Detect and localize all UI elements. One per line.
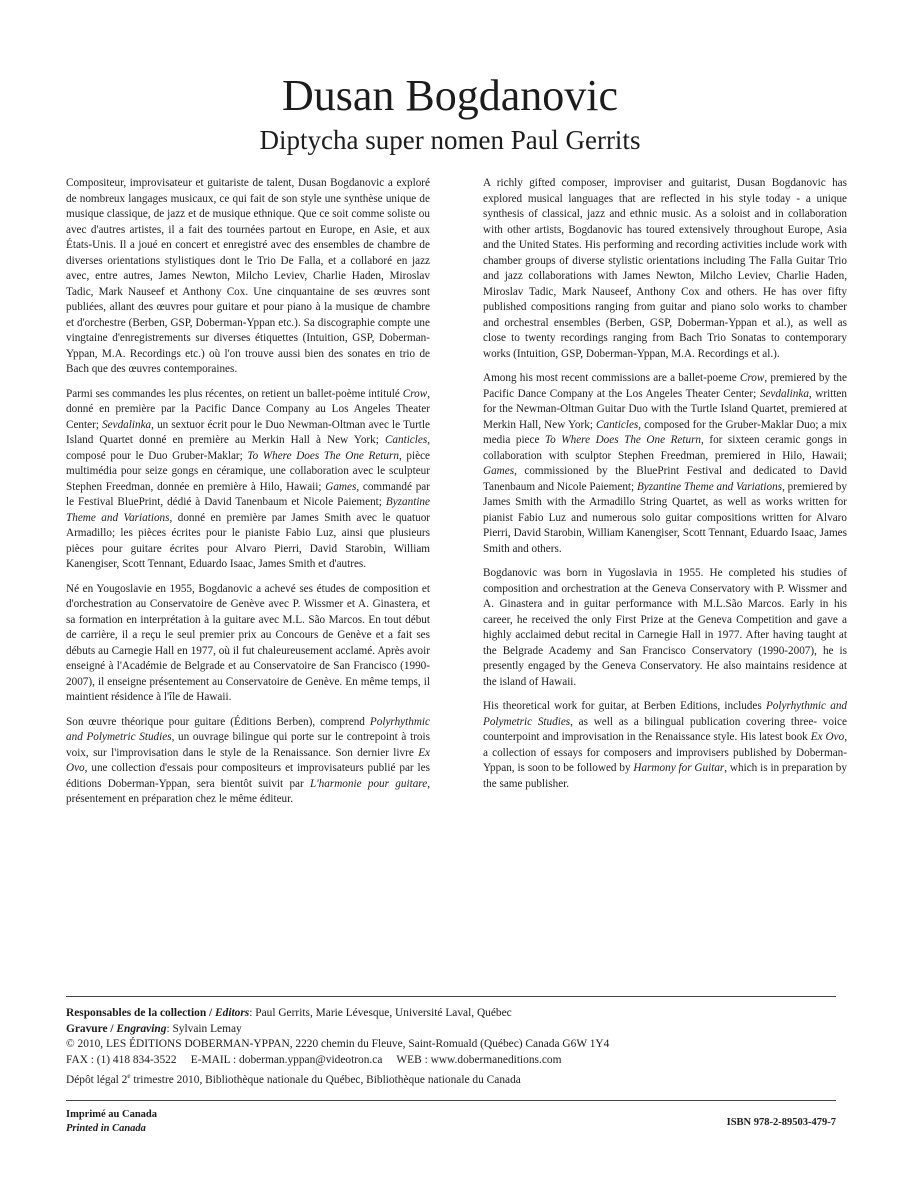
printed-in-french: Imprimé au Canada	[66, 1109, 158, 1120]
work-title: Diptycha super nomen Paul Gerrits	[259, 125, 641, 155]
contact-line: FAX : (1) 418 834-3522 E-MAIL : doberman.yppan@videotron.ca WEB : www.dobermaneditions.com	[66, 1054, 562, 1067]
credits-block	[66, 1006, 836, 1088]
biography-french	[66, 176, 430, 817]
credits-divider	[66, 996, 836, 997]
printed-in	[66, 1108, 157, 1136]
legal-deposit-line: Dépôt légal 2e trimestre 2010, Bibliothèque nationale du Québec, Bibliothèque nationale du Canada	[66, 1071, 521, 1086]
bio-fr-paragraph-1: Compositeur, improvisateur et guitariste de talent, Dusan Bogdanovic a exploré de nombreux langages musicaux, ce qui fait de son style une synthèse unique de musique classique, de jazz et de musique ethnique. Que ce soit comme soliste ou avec d'autres artistes, il a fait des tournées partout en Europe, en Asie, et aux États-Unis. Il a joué en concert et enregistré avec des ensembles de chambre de diverses orientations stylistiques dont le Trio De Falla, et a collaboré en jazz avec, entre autres, James Newton, Milcho Leviev, Charlie Haden, Miroslav Tadic, Mark Nauseef et Anthony Cox. Une cinquantaine de ses œuvres sont publiées, allant des œuvres pour guitare et pour piano à la musique de chambre et d'orchestre (Berben, GSP, Doberman-Yppan etc.). Sa discographie compte une vingtaine d'enregistrements sur diverses étiquettes (Intuition, GSP, Doberman-Yppan, M.A. Recordings etc.) où l'on trouve aussi bien des sonates en trio de Bach que des œuvres contemporaines.	[66, 177, 430, 375]
bio-en-paragraph-4: His theoretical work for guitar, at Berben Editions, includes Polyrhythmic and Polymetric Studies, as well as a bilingual publication covering three- voice counterpoint and improvisation in the Renaissance style. His latest book Ex Ovo, a collection of essays for composers and improvisers published by Doberman-Yppan, is soon to be followed by Harmony for Guitar, which is in preparation by the same publisher.	[483, 700, 848, 790]
footer-divider	[66, 1100, 836, 1101]
bio-fr-paragraph-4: Son œuvre théorique pour guitare (Éditions Berben), comprend Polyrhythmic and Polymetric Studies, un ouvrage bilingue qui porte sur le contrepoint à trois voix, sur l'improvisation dans le style de la Renaissance. Son dernier livre Ex Ovo, une collection d'essais pour compositeurs et improvisateurs publié par les éditions Doberman-Yppan, sera bientôt suivit par L'harmonie pour guitare, présentement en préparation chez le même éditeur.	[66, 715, 430, 805]
bio-en-paragraph-3: Bogdanovic was born in Yugoslavia in 1955. He completed his studies of composition and orchestration at the Geneva Conservatory with P. Wissmer and A. Ginastera and in guitar performance with M.L.São Marcos. Early in his career, he received the only First Prize at the Geneva Competition and gave a highly acclaimed debut recital in Carnegie Hall in 1977. After having taught at the Belgrade Academy and San Francisco Conservatory (1990-2007), he is presently engaged by the Geneva Conservatory. He also maintains residence at the island of Hawaii.	[483, 567, 847, 688]
copyright-line: © 2010, LES ÉDITIONS DOBERMAN-YPPAN, 2220 chemin du Fleuve, Saint-Romuald (Québec) Canada G6W 1Y4	[66, 1038, 610, 1051]
bio-en-paragraph-2: Among his most recent commissions are a ballet-poeme Crow, premiered by the Pacific Dance Company at the Los Angeles Theater Center; Sevdalinka, written for the Newman-Oltman Guitar Duo with the Turtle Island Quartet, premiered at Merkin Hall, New York; Canticles, composed for the Gruber-Maklar Duo; a mix media piece To Where Does The One Return, for sixteen ceramic gongs in collaboration with sculptor Stephen Freedman, premiered in Hilo, Hawaii; Games, commissioned by the BluePrint Festival and dedicated to David Tanenbaum and Nicole Paiement; Byzantine Theme and Variations, premiered by James Smith with the Armadillo String Quartet, as well as works written for pianist Fabio Luz and numerous solo guitar compositions written for Alvaro Pierri, David Starobin, William Kanengiser, Scott Tennant, Eduardo Isaac, James Smith and others.	[483, 372, 848, 555]
engraving-line: Gravure / Engraving: Sylvain Lemay	[66, 1022, 242, 1035]
bio-fr-paragraph-2: Parmi ses commandes les plus récentes, on retient un ballet-poème intitulé Crow, donné en première par la Pacific Dance Company au Los Angeles Theater Center; Sevdalinka, un sextuor écrit pour le Duo Newman-Oltman avec le Turtle Island Quartet donné en première au Merkin Hall à New York; Canticles, composé pour le Duo Gruber-Maklar; To Where Does The One Return, pièce multimédia pour seize gongs en céramique, une collaboration avec le sculpteur Stephen Freedman, donnée en première à Hilo, Hawaii; Games, commandé par le Festival BluePrint, dédié à David Tanenbaum et Nicole Paiement; Byzantine Theme and Variations, donné en première par James Smith avec le quatuor Armadillo; les pièces écrites pour le pianiste Fabio Luz, ainsi que plusieurs pièces pour guitare écrites pour Alvaro Pierri, David Starobin, William Kanengiser, Scott Tennant, Eduardo Isaac, James Smith et d'autres.	[66, 387, 431, 570]
composer-name: Dusan Bogdanovic	[281, 71, 619, 120]
editors-line: Responsables de la collection / Editors: Paul Gerrits, Marie Lévesque, Université Laval, Québec	[66, 1007, 512, 1019]
isbn: ISBN 978-2-89503-479-7	[726, 1117, 836, 1128]
biography-english	[483, 176, 847, 801]
bio-fr-paragraph-3: Né en Yougoslavie en 1955, Bogdanovic a achevé ses études de composition et d'orchestration au Conservatoire de Genève avec P. Wissmer et A. Ginastera, et sa formation en interprétation à la guitare avec M.L. São Marcos. En tout début de carrière, il a reçu le seul premier prix au Concours de Genève et a fait ses débuts au Carnegie Hall en 1977, où il fut chaleureusement acclamé. Après avoir enseigné à l'Académie de Belgrade et au Conservatoire de San Francisco (1990-2007), il enseigne présentement au Conservatoire de Genève. En même temps, il maintient résidence à l'île de Hawaii.	[66, 582, 430, 703]
bio-en-paragraph-1: A richly gifted composer, improviser and guitarist, Dusan Bogdanovic has explored musical languages that are reflected in his style today - a unique synthesis of classical, jazz and ethnic music. As a soloist and in collaboration with other artists, Bogdanovic has toured extensively throughout Europe, Asia and the United States. His performing and recording activities include work with chamber groups of diverse stylistic orientations including The Falla Guitar Trio and jazz collaborations with James Newton, Milcho Leviev, Charlie Haden, Miroslav Tadic, Mark Nauseef, Anthony Cox and others. He has over fifty published compositions ranging from guitar and piano solo works to chamber and orchestral ensembles (Berben, GSP, Doberman-Yppan et al.), as well as close to twenty recordings ranging from Bach Trio Sonatas to contemporary works (Intuition, GSP, Doberman-Yppan, M.A. Recordings et al.).	[483, 177, 847, 360]
printed-in-english: Printed in Canada	[66, 1123, 146, 1134]
